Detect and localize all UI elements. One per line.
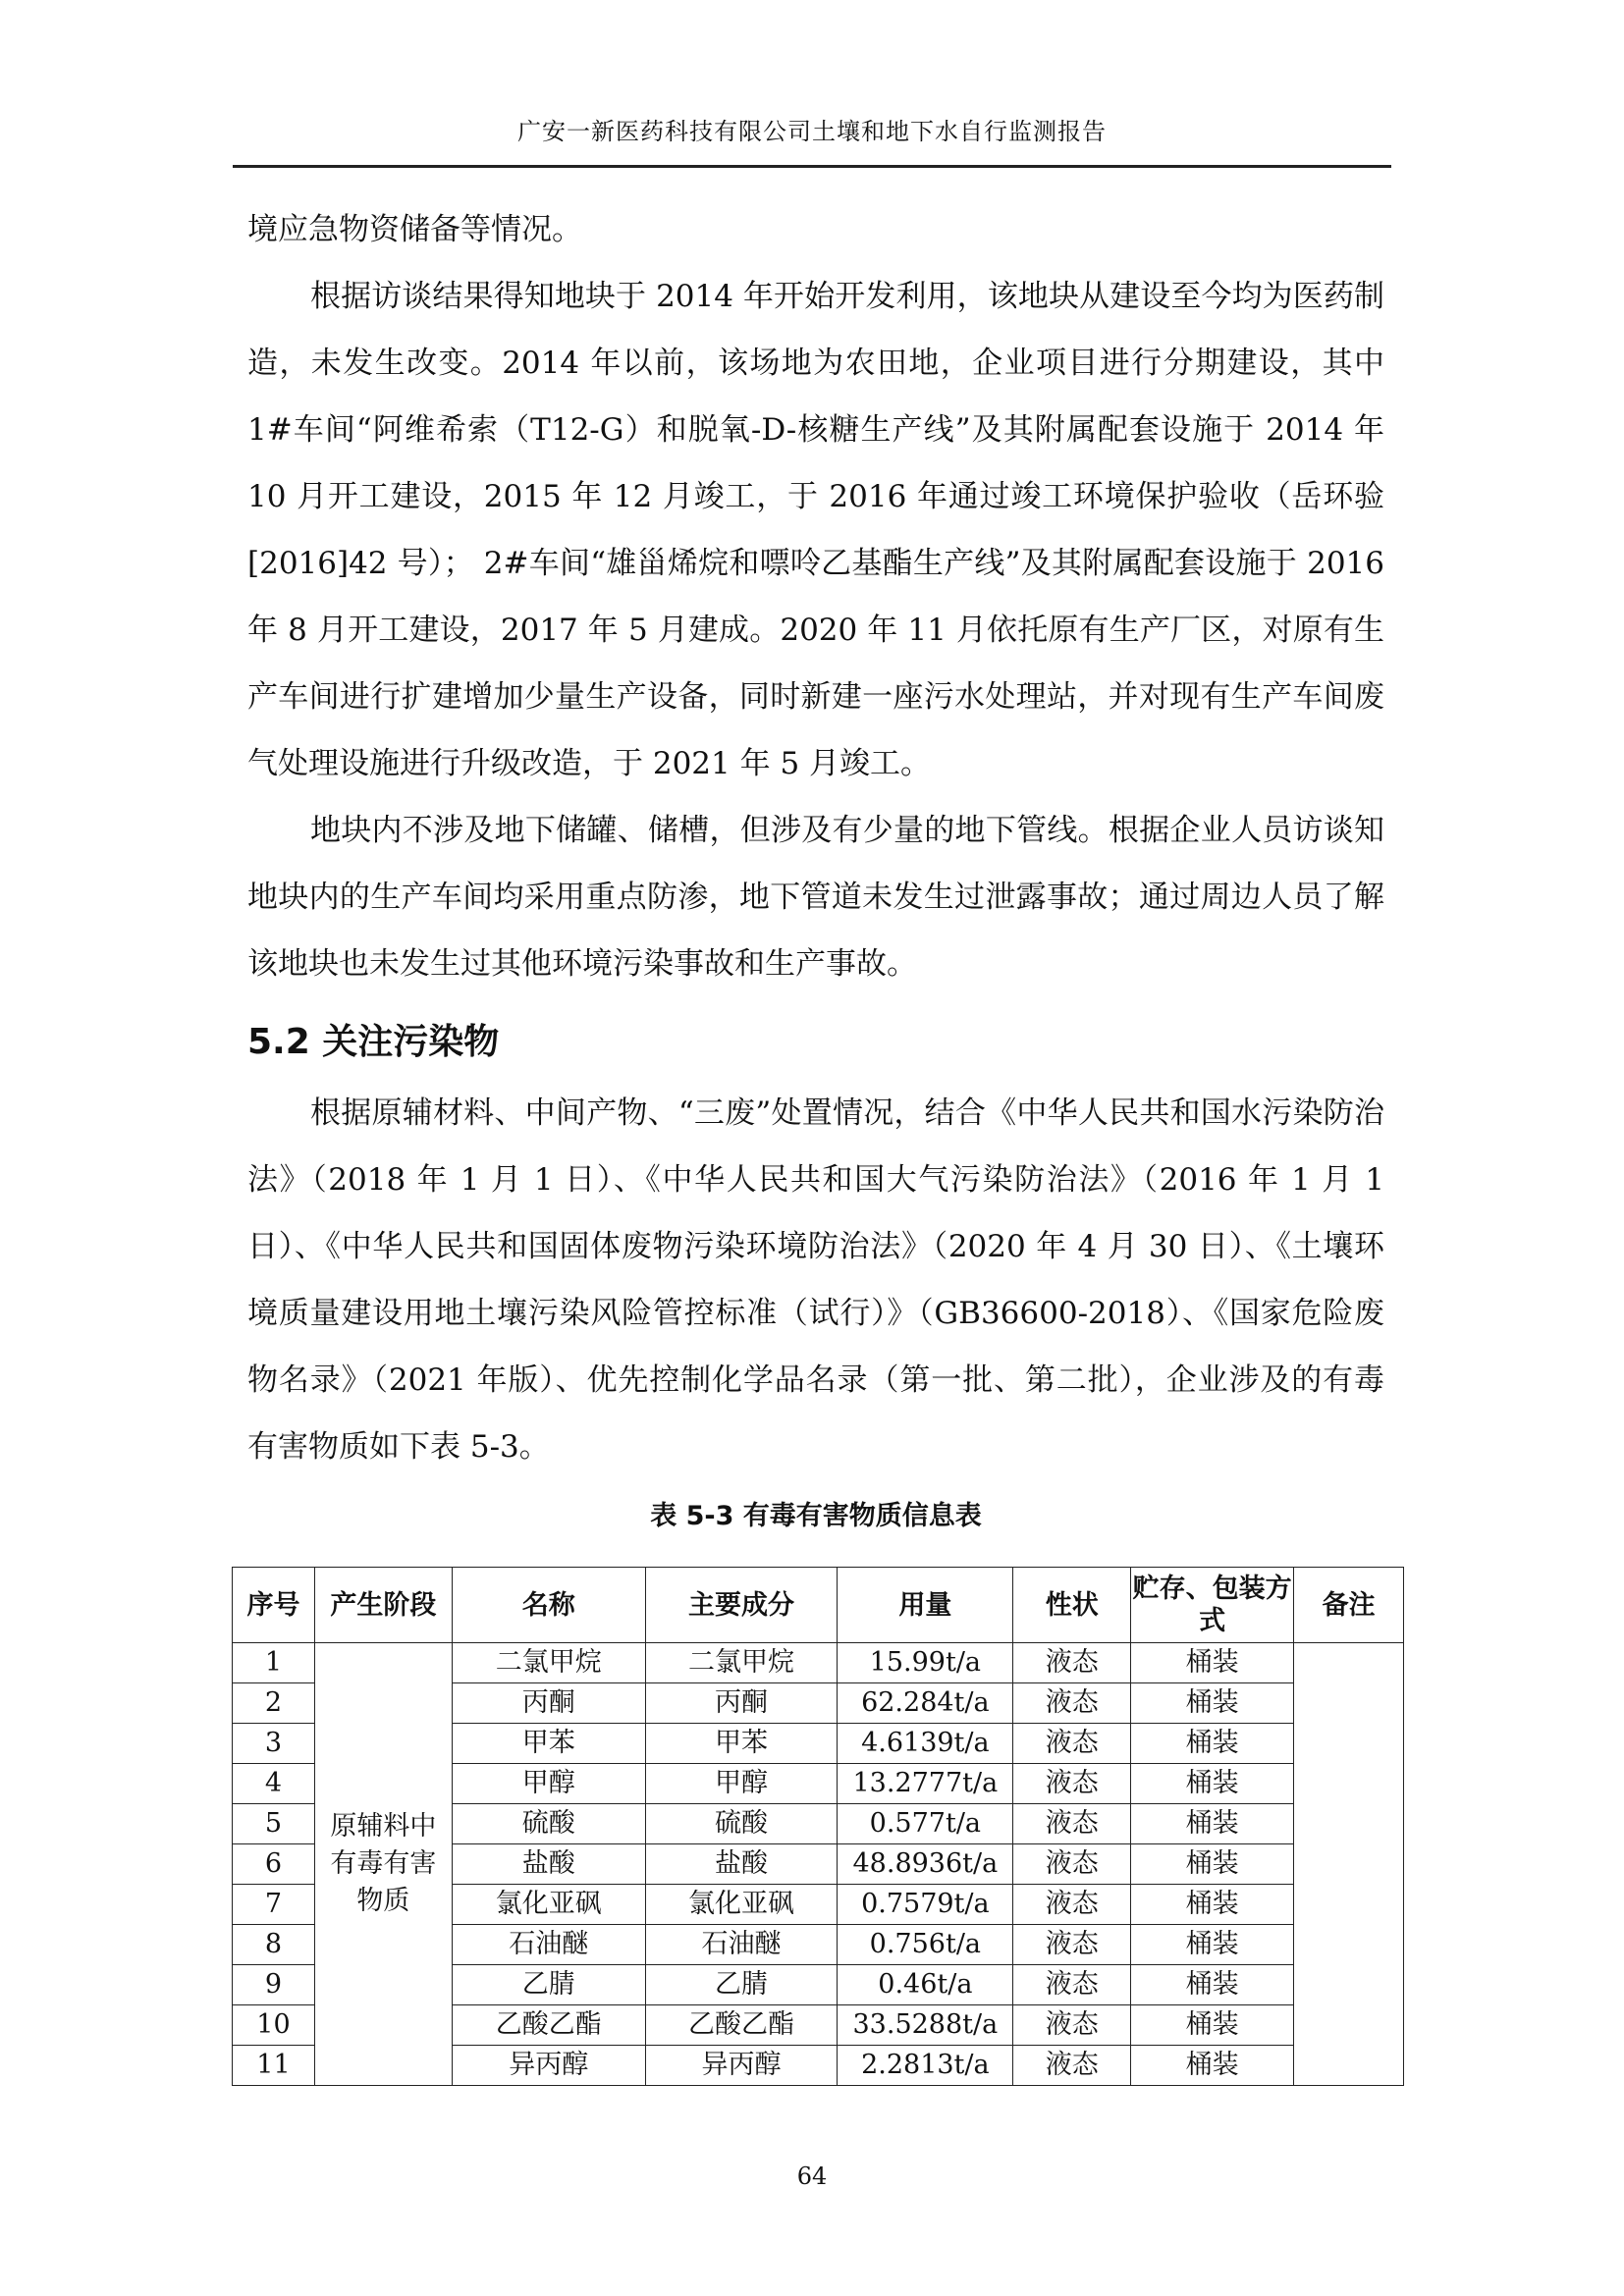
serial-number-cell: 11	[233, 2046, 315, 2086]
page-header: 广安一新医药科技有限公司土壤和地下水自行监测报告	[517, 118, 1107, 145]
state-cell: 液态	[1013, 1844, 1131, 1885]
column-header: 用量	[838, 1568, 1013, 1643]
packaging-cell: 桶装	[1131, 1844, 1294, 1885]
serial-number-cell: 6	[233, 1844, 315, 1885]
component-cell: 甲醇	[645, 1764, 838, 1804]
serial-number-cell: 3	[233, 1724, 315, 1764]
name-cell: 二氯甲烷	[452, 1643, 645, 1683]
state-cell: 液态	[1013, 1643, 1131, 1683]
column-header: 贮存、包装方式	[1131, 1568, 1294, 1643]
paragraph: 根据访谈结果得知地块于 2014 年开始开发利用，该地块从建设至今均为医药制造，未发生改变。2014 年以前，该场地为农田地，企业项目进行分期建设，其中 1#车间“阿维希索（T12-G）和脱氧-D-核糖生产线”及其附属配套设施于 2014 年 10 月开工建设，2015 年 12 月竣工，于 2016 年通过竣工环境保护验收（岳环验[2016]42 号）； 2#车间“雄甾烯烷和嘌呤乙基酯生产线”及其附属配套设施于 2016 年 8 月开工建设，2017 年 5 月建成。2020 年 11 月依托原有生产厂区，对原有生产车间进行扩建增加少量生产设备，同时新建一座污水处理站，并对现有生产车间废气处理设施进行升级改造，于 2021 年 5 月竣工。	[247, 279, 1384, 781]
component-cell: 二氯甲烷	[645, 1643, 838, 1683]
usage-cell: 4.6139t/a	[838, 1724, 1013, 1764]
packaging-cell: 桶装	[1131, 2005, 1294, 2046]
state-cell: 液态	[1013, 1724, 1131, 1764]
name-cell: 甲醇	[452, 1764, 645, 1804]
name-cell: 硫酸	[452, 1804, 645, 1844]
serial-number-cell: 8	[233, 1925, 315, 1965]
name-cell: 氯化亚砜	[452, 1885, 645, 1925]
table-header-row	[233, 1568, 1404, 1643]
name-cell: 石油醚	[452, 1925, 645, 1965]
paragraph: 境应急物资储备等情况。	[247, 212, 582, 247]
usage-cell: 13.2777t/a	[838, 1764, 1013, 1804]
state-cell: 液态	[1013, 1804, 1131, 1844]
serial-number-cell: 10	[233, 2005, 315, 2046]
packaging-cell: 桶装	[1131, 1885, 1294, 1925]
page-number: 64	[796, 2163, 828, 2190]
component-cell: 丙酮	[645, 1683, 838, 1724]
name-cell: 丙酮	[452, 1683, 645, 1724]
section-heading: 5.2 关注污染物	[247, 1022, 500, 1062]
serial-number-cell: 7	[233, 1885, 315, 1925]
component-cell: 盐酸	[645, 1844, 838, 1885]
state-cell: 液态	[1013, 1683, 1131, 1724]
name-cell: 甲苯	[452, 1724, 645, 1764]
serial-number-cell: 4	[233, 1764, 315, 1804]
packaging-cell: 桶装	[1131, 1925, 1294, 1965]
usage-cell: 0.756t/a	[838, 1925, 1013, 1965]
column-header: 产生阶段	[314, 1568, 452, 1643]
state-cell: 液态	[1013, 2005, 1131, 2046]
state-cell: 液态	[1013, 1885, 1131, 1925]
column-header: 名称	[452, 1568, 645, 1643]
packaging-cell: 桶装	[1131, 1965, 1294, 2005]
column-header: 主要成分	[645, 1568, 838, 1643]
component-cell: 硫酸	[645, 1804, 838, 1844]
usage-cell: 0.577t/a	[838, 1804, 1013, 1844]
usage-cell: 0.46t/a	[838, 1965, 1013, 2005]
component-cell: 石油醚	[645, 1925, 838, 1965]
component-cell: 异丙醇	[645, 2046, 838, 2086]
usage-cell: 2.2813t/a	[838, 2046, 1013, 2086]
column-header: 性状	[1013, 1568, 1131, 1643]
component-cell: 甲苯	[645, 1724, 838, 1764]
usage-cell: 0.7579t/a	[838, 1885, 1013, 1925]
table-caption: 表 5-3 有毒有害物质信息表	[650, 1501, 982, 1531]
name-cell: 异丙醇	[452, 2046, 645, 2086]
serial-number-cell: 5	[233, 1804, 315, 1844]
usage-cell: 33.5288t/a	[838, 2005, 1013, 2046]
packaging-cell: 桶装	[1131, 1764, 1294, 1804]
hazardous-substances-table	[232, 1567, 1404, 2086]
name-cell: 乙酸乙酯	[452, 2005, 645, 2046]
usage-cell: 48.8936t/a	[838, 1844, 1013, 1885]
table-row	[233, 1643, 1404, 1683]
component-cell: 乙酸乙酯	[645, 2005, 838, 2046]
state-cell: 液态	[1013, 1764, 1131, 1804]
state-cell: 液态	[1013, 1925, 1131, 1965]
serial-number-cell: 2	[233, 1683, 315, 1724]
remarks-cell	[1294, 1643, 1404, 2086]
component-cell: 氯化亚砜	[645, 1885, 838, 1925]
state-cell: 液态	[1013, 2046, 1131, 2086]
usage-cell: 15.99t/a	[838, 1643, 1013, 1683]
packaging-cell: 桶装	[1131, 2046, 1294, 2086]
name-cell: 乙腈	[452, 1965, 645, 2005]
packaging-cell: 桶装	[1131, 1724, 1294, 1764]
packaging-cell: 桶装	[1131, 1804, 1294, 1844]
usage-cell: 62.284t/a	[838, 1683, 1013, 1724]
paragraph: 地块内不涉及地下储罐、储槽，但涉及有少量的地下管线。根据企业人员访谈知地块内的生产车间均采用重点防渗，地下管道未发生过泄露事故；通过周边人员了解该地块也未发生过其他环境污染事故和生产事故。	[247, 813, 1384, 982]
name-cell: 盐酸	[452, 1844, 645, 1885]
stage-cell: 原辅料中有毒有害物质	[314, 1643, 452, 2086]
component-cell: 乙腈	[645, 1965, 838, 2005]
column-header: 序号	[233, 1568, 315, 1643]
column-header: 备注	[1294, 1568, 1404, 1643]
serial-number-cell: 9	[233, 1965, 315, 2005]
packaging-cell: 桶装	[1131, 1683, 1294, 1724]
packaging-cell: 桶装	[1131, 1643, 1294, 1683]
state-cell: 液态	[1013, 1965, 1131, 2005]
paragraph: 根据原辅材料、中间产物、“三废”处置情况，结合《中华人民共和国水污染防治法》（2018 年 1 月 1 日）、《中华人民共和国大气污染防治法》（2016 年 1 月 1 日）、《中华人民共和国固体废物污染环境防治法》（2020 年 4 月 30 日）、《土壤环境质量建设用地土壤污染风险管控标准（试行）》（GB36600-2018）、《国家危险废物名录》（2021 年版）、优先控制化学品名录（第一批、第二批），企业涉及的有毒有害物质如下表 5-3。	[247, 1095, 1384, 1465]
document-body	[247, 196, 1384, 1544]
header-divider	[233, 165, 1391, 168]
serial-number-cell: 1	[233, 1643, 315, 1683]
